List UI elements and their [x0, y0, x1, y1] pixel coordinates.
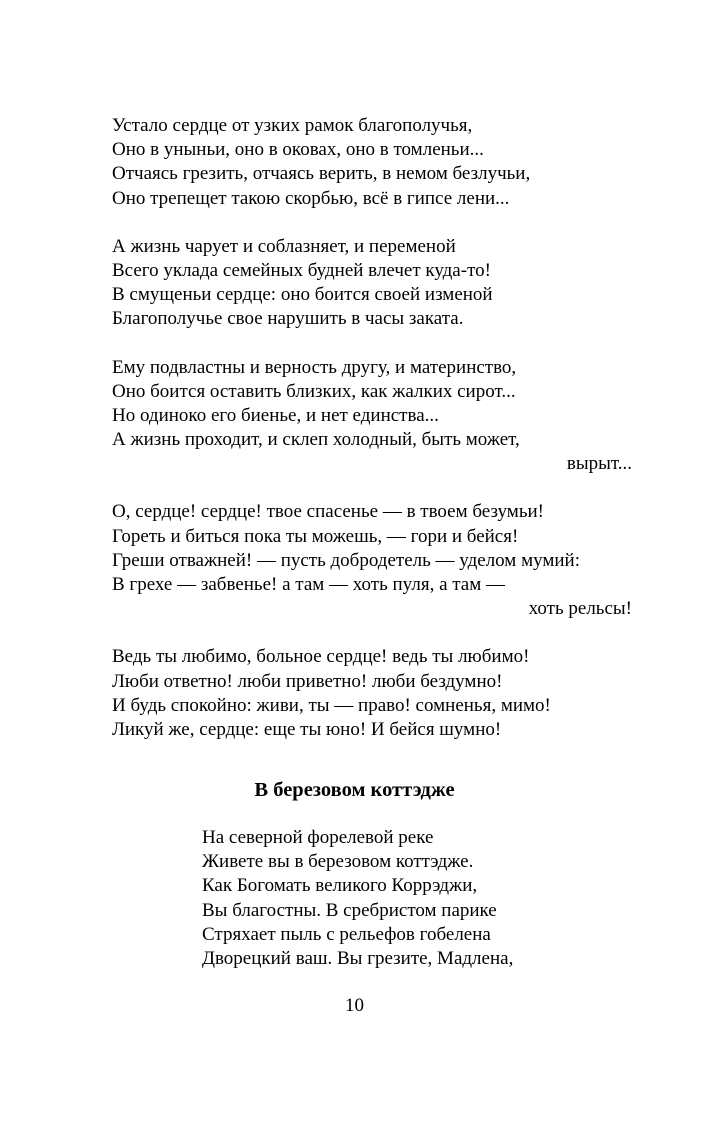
- verse-line: Благополучье свое нарушить в часы заката.: [112, 308, 464, 330]
- verse-line-continuation: хоть рельсы!: [528, 598, 632, 620]
- verse-line: Стряхает пыль с рельефов гобелена: [202, 923, 491, 945]
- verse-line: Живете вы в березовом коттэдже.: [202, 851, 474, 873]
- verse-line: Греши отважней! — пусть добродетель — уделом мумий:: [112, 549, 580, 571]
- verse-line: Дворецкий ваш. Вы грезите, Мадлена,: [202, 947, 514, 969]
- verse-line: Оно боится оставить близких, как жалких сирот...: [112, 380, 516, 402]
- verse-line: Ему подвластны и верность другу, и материнство,: [112, 356, 517, 378]
- page-number: 10: [345, 995, 364, 1016]
- verse-line: Люби ответно! люби приветно! люби бездумно!: [112, 670, 503, 692]
- poem-body: [112, 114, 632, 766]
- verse-line-continuation: вырыт...: [566, 453, 632, 475]
- verse-line: В грехе — забвенье! а там — хоть пуля, а там —: [112, 574, 505, 595]
- stanza-4: [112, 500, 632, 621]
- verse-line: Устало сердце от узких рамок благополучья,: [112, 115, 473, 136]
- verse-line: А жизнь проходит, и склеп холодный, быть может,: [112, 429, 520, 451]
- verse-line: Как Богомать великого Коррэджи,: [202, 875, 478, 897]
- verse-line: В смущеньи сердце: оно боится своей изменой: [112, 284, 493, 306]
- verse-line: О, сердце! сердце! твое спасенье — в твоем безумьи!: [112, 501, 544, 523]
- poem-body-second: [202, 826, 622, 971]
- poem-title: В березовом коттэдже: [254, 779, 455, 801]
- verse-line: Ликуй же, сердце: еще ты юно! И бейся шумно!: [112, 718, 502, 740]
- stanza-5: [112, 645, 632, 742]
- verse-line: Всего уклада семейных будней влечет куда-то!: [112, 259, 491, 281]
- stanza-3: [112, 356, 632, 477]
- verse-line: Отчаясь грезить, отчаясь верить, в немом безлучьи,: [112, 163, 531, 185]
- verse-line: На северной форелевой реке: [202, 827, 434, 848]
- verse-line: Оно трепещет такою скорбью, всё в гипсе лени...: [112, 187, 510, 209]
- verse-line: Ведь ты любимо, больное сердце! ведь ты любимо!: [112, 646, 530, 668]
- verse-line: Гореть и биться пока ты можешь, — гори и бейся!: [112, 525, 519, 547]
- verse-line: Оно в уныньи, оно в оковах, оно в томленьи...: [112, 139, 484, 161]
- verse-line: А жизнь чарует и соблазняет, и переменой: [112, 235, 456, 257]
- stanza-1: [112, 114, 632, 211]
- verse-line: Но одиноко его биенье, и нет единства...: [112, 404, 439, 426]
- stanza-2: [112, 235, 632, 332]
- verse-line: И будь спокойно: живи, ты — право! сомненья, мимо!: [112, 694, 551, 716]
- verse-line: Вы благостны. В сребристом парике: [202, 899, 497, 921]
